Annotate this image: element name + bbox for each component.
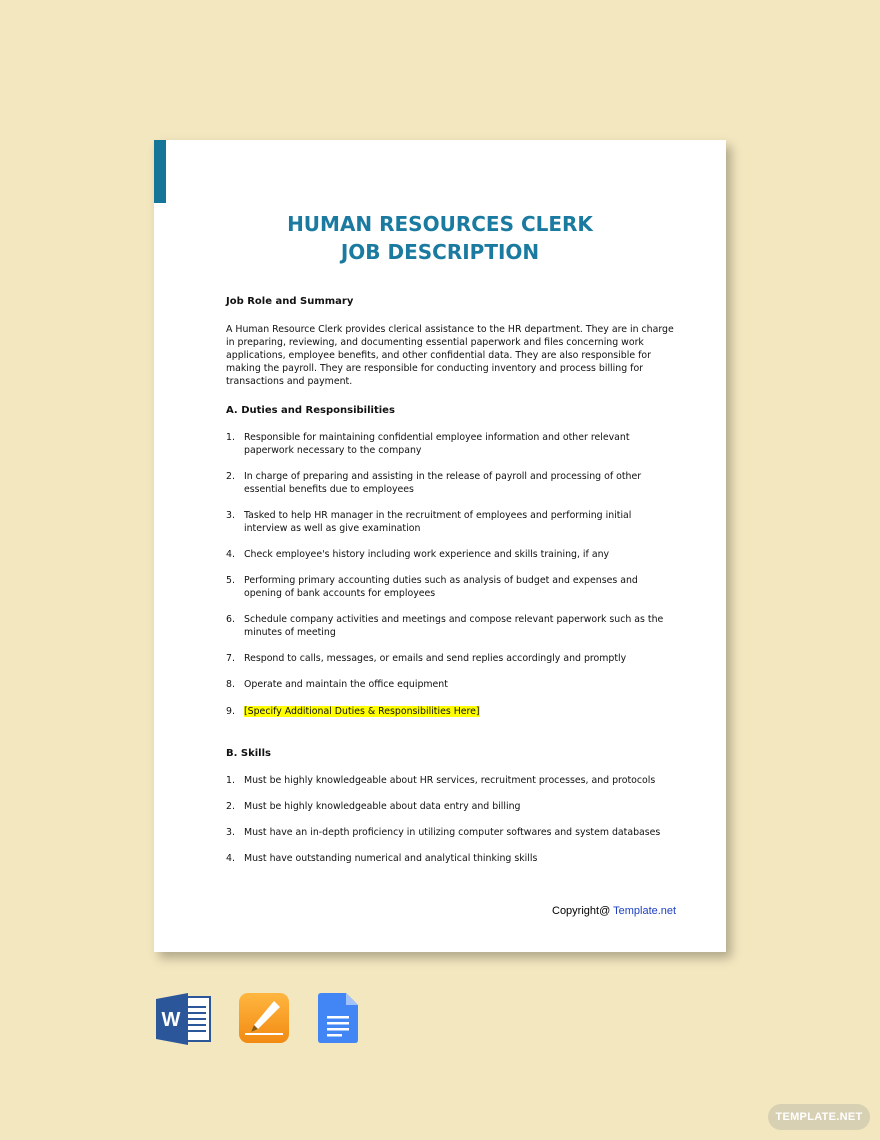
pages-icon[interactable]	[239, 993, 289, 1048]
copyright-line	[552, 905, 676, 917]
copyright-label: Copyright@	[552, 905, 611, 917]
word-icon[interactable]	[156, 993, 212, 1050]
skills-heading: B. Skills	[226, 748, 271, 759]
copyright-link[interactable]: Template.net	[613, 905, 677, 917]
title-line-2: JOB DESCRIPTION	[340, 240, 540, 264]
accent-bar	[154, 140, 166, 203]
duty-item: 6. Schedule company activities and meetings and compose relevant paperwork such as the minutes of meeting	[226, 614, 664, 638]
duty-item: 8. Operate and maintain the office equipment	[226, 679, 448, 690]
skill-item: 1. Must be highly knowledgeable about HR services, recruitment processes, and protocols	[226, 775, 656, 786]
duty-item: 5. Performing primary accounting duties such as analysis of budget and expenses and opening of bank accounts for employees	[226, 575, 638, 599]
summary-heading: Job Role and Summary	[226, 296, 354, 307]
duty-item-placeholder: 9. [Specify Additional Duties & Responsibilities Here]	[226, 706, 480, 717]
summary-paragraph: A Human Resource Clerk provides clerical assistance to the HR department. They are in charge in preparing, reviewing, and documenting essential paperwork and files concerning work applications, employee benefits, and other confidential data. They are also responsible for making the payroll. They are responsible for conducting inventory and process billing for transactions and payment.	[226, 324, 674, 387]
document-page	[154, 140, 726, 952]
skill-item: 2. Must be highly knowledgeable about data entry and billing	[226, 801, 521, 812]
document-title	[154, 210, 726, 266]
skill-item: 3. Must have an in-depth proficiency in utilizing computer softwares and system databases	[226, 827, 661, 838]
title-line-1: HUMAN RESOURCES CLERK	[287, 212, 593, 236]
watermark-badge: TEMPLATE.NET	[768, 1104, 870, 1130]
placeholder-highlight: [Specify Additional Duties & Responsibilities Here]	[244, 706, 480, 717]
duty-item: 2. In charge of preparing and assisting in the release of payroll and processing of other essential benefits due to employees	[226, 471, 642, 495]
skill-item: 4. Must have outstanding numerical and analytical thinking skills	[226, 853, 538, 864]
duties-heading: A. Duties and Responsibilities	[226, 405, 395, 416]
duty-item: 1. Responsible for maintaining confidential employee information and other relevant paperwork necessary to the company	[226, 432, 630, 456]
duty-item: 3. Tasked to help HR manager in the recruitment of employees and performing initial interview as well as give examination	[226, 510, 632, 534]
duty-item: 7. Respond to calls, messages, or emails and send replies accordingly and promptly	[226, 653, 627, 664]
duty-item: 4. Check employee's history including work experience and skills training, if any	[226, 549, 610, 560]
word-icon-letter: W	[161, 1009, 181, 1031]
google-docs-icon[interactable]	[318, 993, 358, 1048]
